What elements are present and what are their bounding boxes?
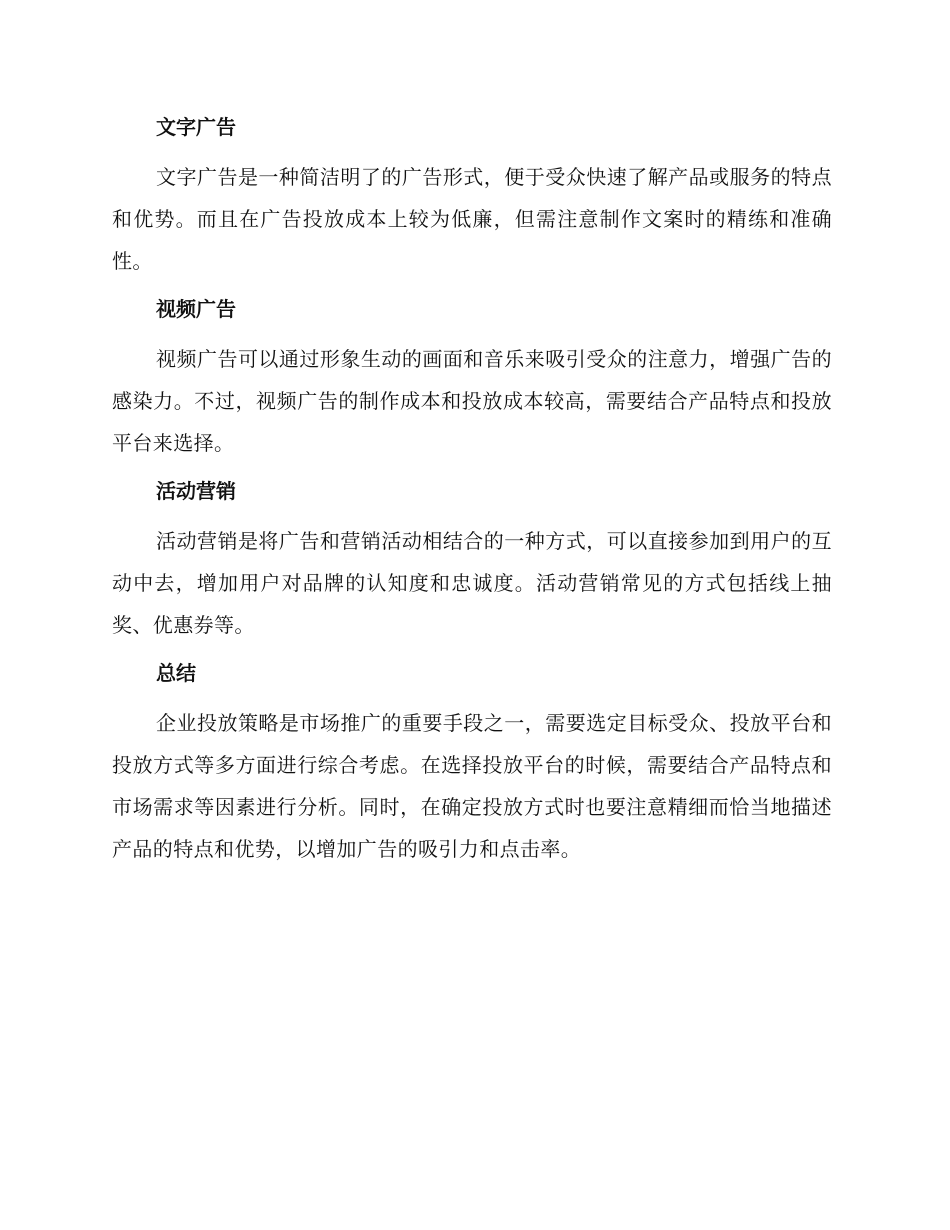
section-paragraph: 企业投放策略是市场推广的重要手段之一，需要选定目标受众、投放平台和投放方式等多方面进行综合考虑。在选择投放平台的时候，需要结合产品特点和市场需求等因素进行分析。同时，在确定投放方式时也要注意精细而恰当地描述产品的特点和优势，以增加广告的吸引力和点击率。 [112,711,832,861]
section-paragraph: 视频广告可以通过形象生动的画面和音乐来吸引受众的注意力，增强广告的感染力。不过，视频广告的制作成本和投放成本较高，需要结合产品特点和投放平台来选择。 [112,347,832,455]
section-event-marketing [112,474,832,646]
section-heading: 视频广告 [156,297,236,321]
section-heading: 活动营销 [156,479,236,503]
document-body [112,110,832,880]
section-heading: 总结 [156,661,196,685]
section-paragraph: 活动营销是将广告和营销活动相结合的一种方式，可以直接参加到用户的互动中去，增加用户对品牌的认知度和忠诚度。活动营销常见的方式包括线上抽奖、优惠券等。 [112,529,832,637]
section-heading: 文字广告 [156,115,236,139]
section-summary [112,656,832,870]
section-paragraph: 文字广告是一种简洁明了的广告形式，便于受众快速了解产品或服务的特点和优势。而且在广告投放成本上较为低廉，但需注意制作文案时的精练和准确性。 [112,165,832,273]
section-video-ads [112,292,832,464]
section-text-ads [112,110,832,282]
